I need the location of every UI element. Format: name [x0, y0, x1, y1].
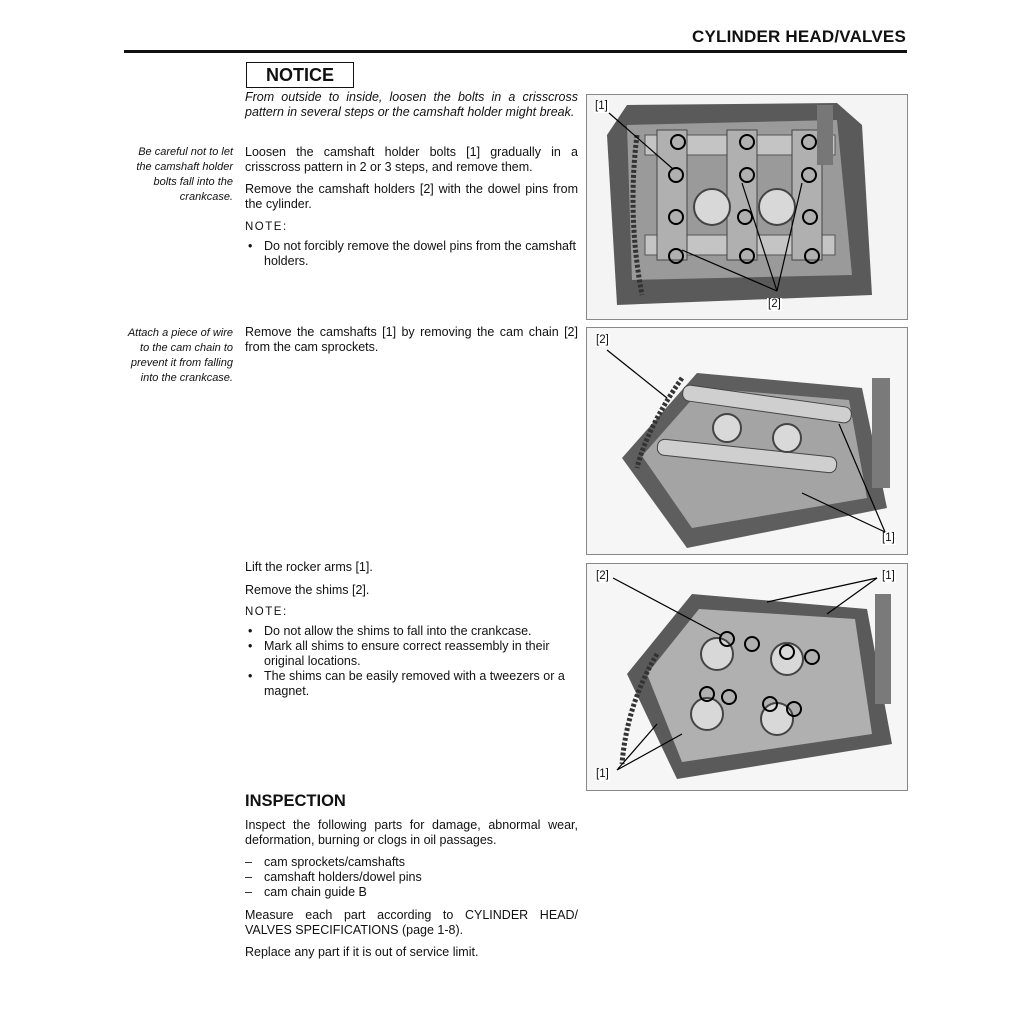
engine-photo-1	[587, 95, 907, 319]
figure-rocker-arms-shims	[586, 563, 908, 791]
fig3-callout-2: [2]	[596, 570, 609, 582]
figure-camshaft-holders	[586, 94, 908, 320]
inspection-parts-list	[245, 855, 578, 900]
inspection-paragraph-2: Measure each part according to CYLINDER HEAD/ VALVES SPECIFICATIONS (page 1-8).	[245, 908, 578, 937]
list-item: • Do not allow the shims to fall into the crankcase.	[245, 624, 578, 639]
fig1-callout-1: [1]	[595, 100, 608, 112]
list-item: • The shims can be easily removed with a tweezers or a magnet.	[245, 669, 578, 699]
fig2-callout-2: [2]	[596, 334, 609, 346]
header-divider	[124, 50, 907, 53]
fig3-callout-1-top: [1]	[882, 570, 895, 582]
figure-camshafts-cam-chain	[586, 327, 908, 555]
side-note-holder-bolts: Be careful not to let the camshaft holder bolts fall into the crankcase.	[136, 146, 233, 203]
step3-note-list	[245, 624, 578, 699]
step1-note-list	[245, 239, 578, 269]
notice-label: NOTICE	[246, 62, 354, 88]
list-item: • Do not forcibly remove the dowel pins from the camshaft holders.	[245, 239, 578, 269]
inspection-paragraph-3: Replace any part if it is out of service limit.	[245, 945, 479, 959]
inspection-heading: INSPECTION	[245, 792, 346, 810]
fig2-callout-1: [1]	[882, 532, 895, 544]
page-header-title: CYLINDER HEAD/VALVES	[691, 27, 906, 46]
step3-note-label: NOTE:	[245, 606, 288, 618]
step1-note-label: NOTE:	[245, 221, 288, 233]
list-item: • Mark all shims to ensure correct reassembly in their original locations.	[245, 639, 578, 669]
step3-paragraph-1: Lift the rocker arms [1].	[245, 560, 373, 574]
engine-photo-2	[587, 328, 907, 554]
list-item: – camshaft holders/dowel pins	[245, 870, 578, 885]
fig3-callout-1-bottom: [1]	[596, 768, 609, 780]
notice-text: From outside to inside, loosen the bolts in a crisscross pattern in several steps or the camshaft holder might break.	[245, 90, 578, 119]
list-item: – cam sprockets/camshafts	[245, 855, 578, 870]
side-note-cam-chain: Attach a piece of wire to the cam chain to prevent it from falling into the crankcase.	[127, 327, 233, 384]
step2-paragraph-1: Remove the camshafts [1] by removing the cam chain [2] from the cam sprockets.	[245, 325, 578, 354]
step3-paragraph-2: Remove the shims [2].	[245, 583, 370, 597]
step1-paragraph-2: Remove the camshaft holders [2] with the dowel pins from the cylinder.	[245, 182, 578, 211]
step1-paragraph-1: Loosen the camshaft holder bolts [1] gradually in a crisscross pattern in 2 or 3 steps, and remove them.	[245, 145, 578, 174]
inspection-paragraph-1: Inspect the following parts for damage, abnormal wear, deformation, burning or clogs in oil passages.	[245, 818, 578, 847]
list-item: – cam chain guide B	[245, 885, 578, 900]
engine-photo-3	[587, 564, 907, 790]
fig1-callout-2: [2]	[768, 298, 781, 310]
